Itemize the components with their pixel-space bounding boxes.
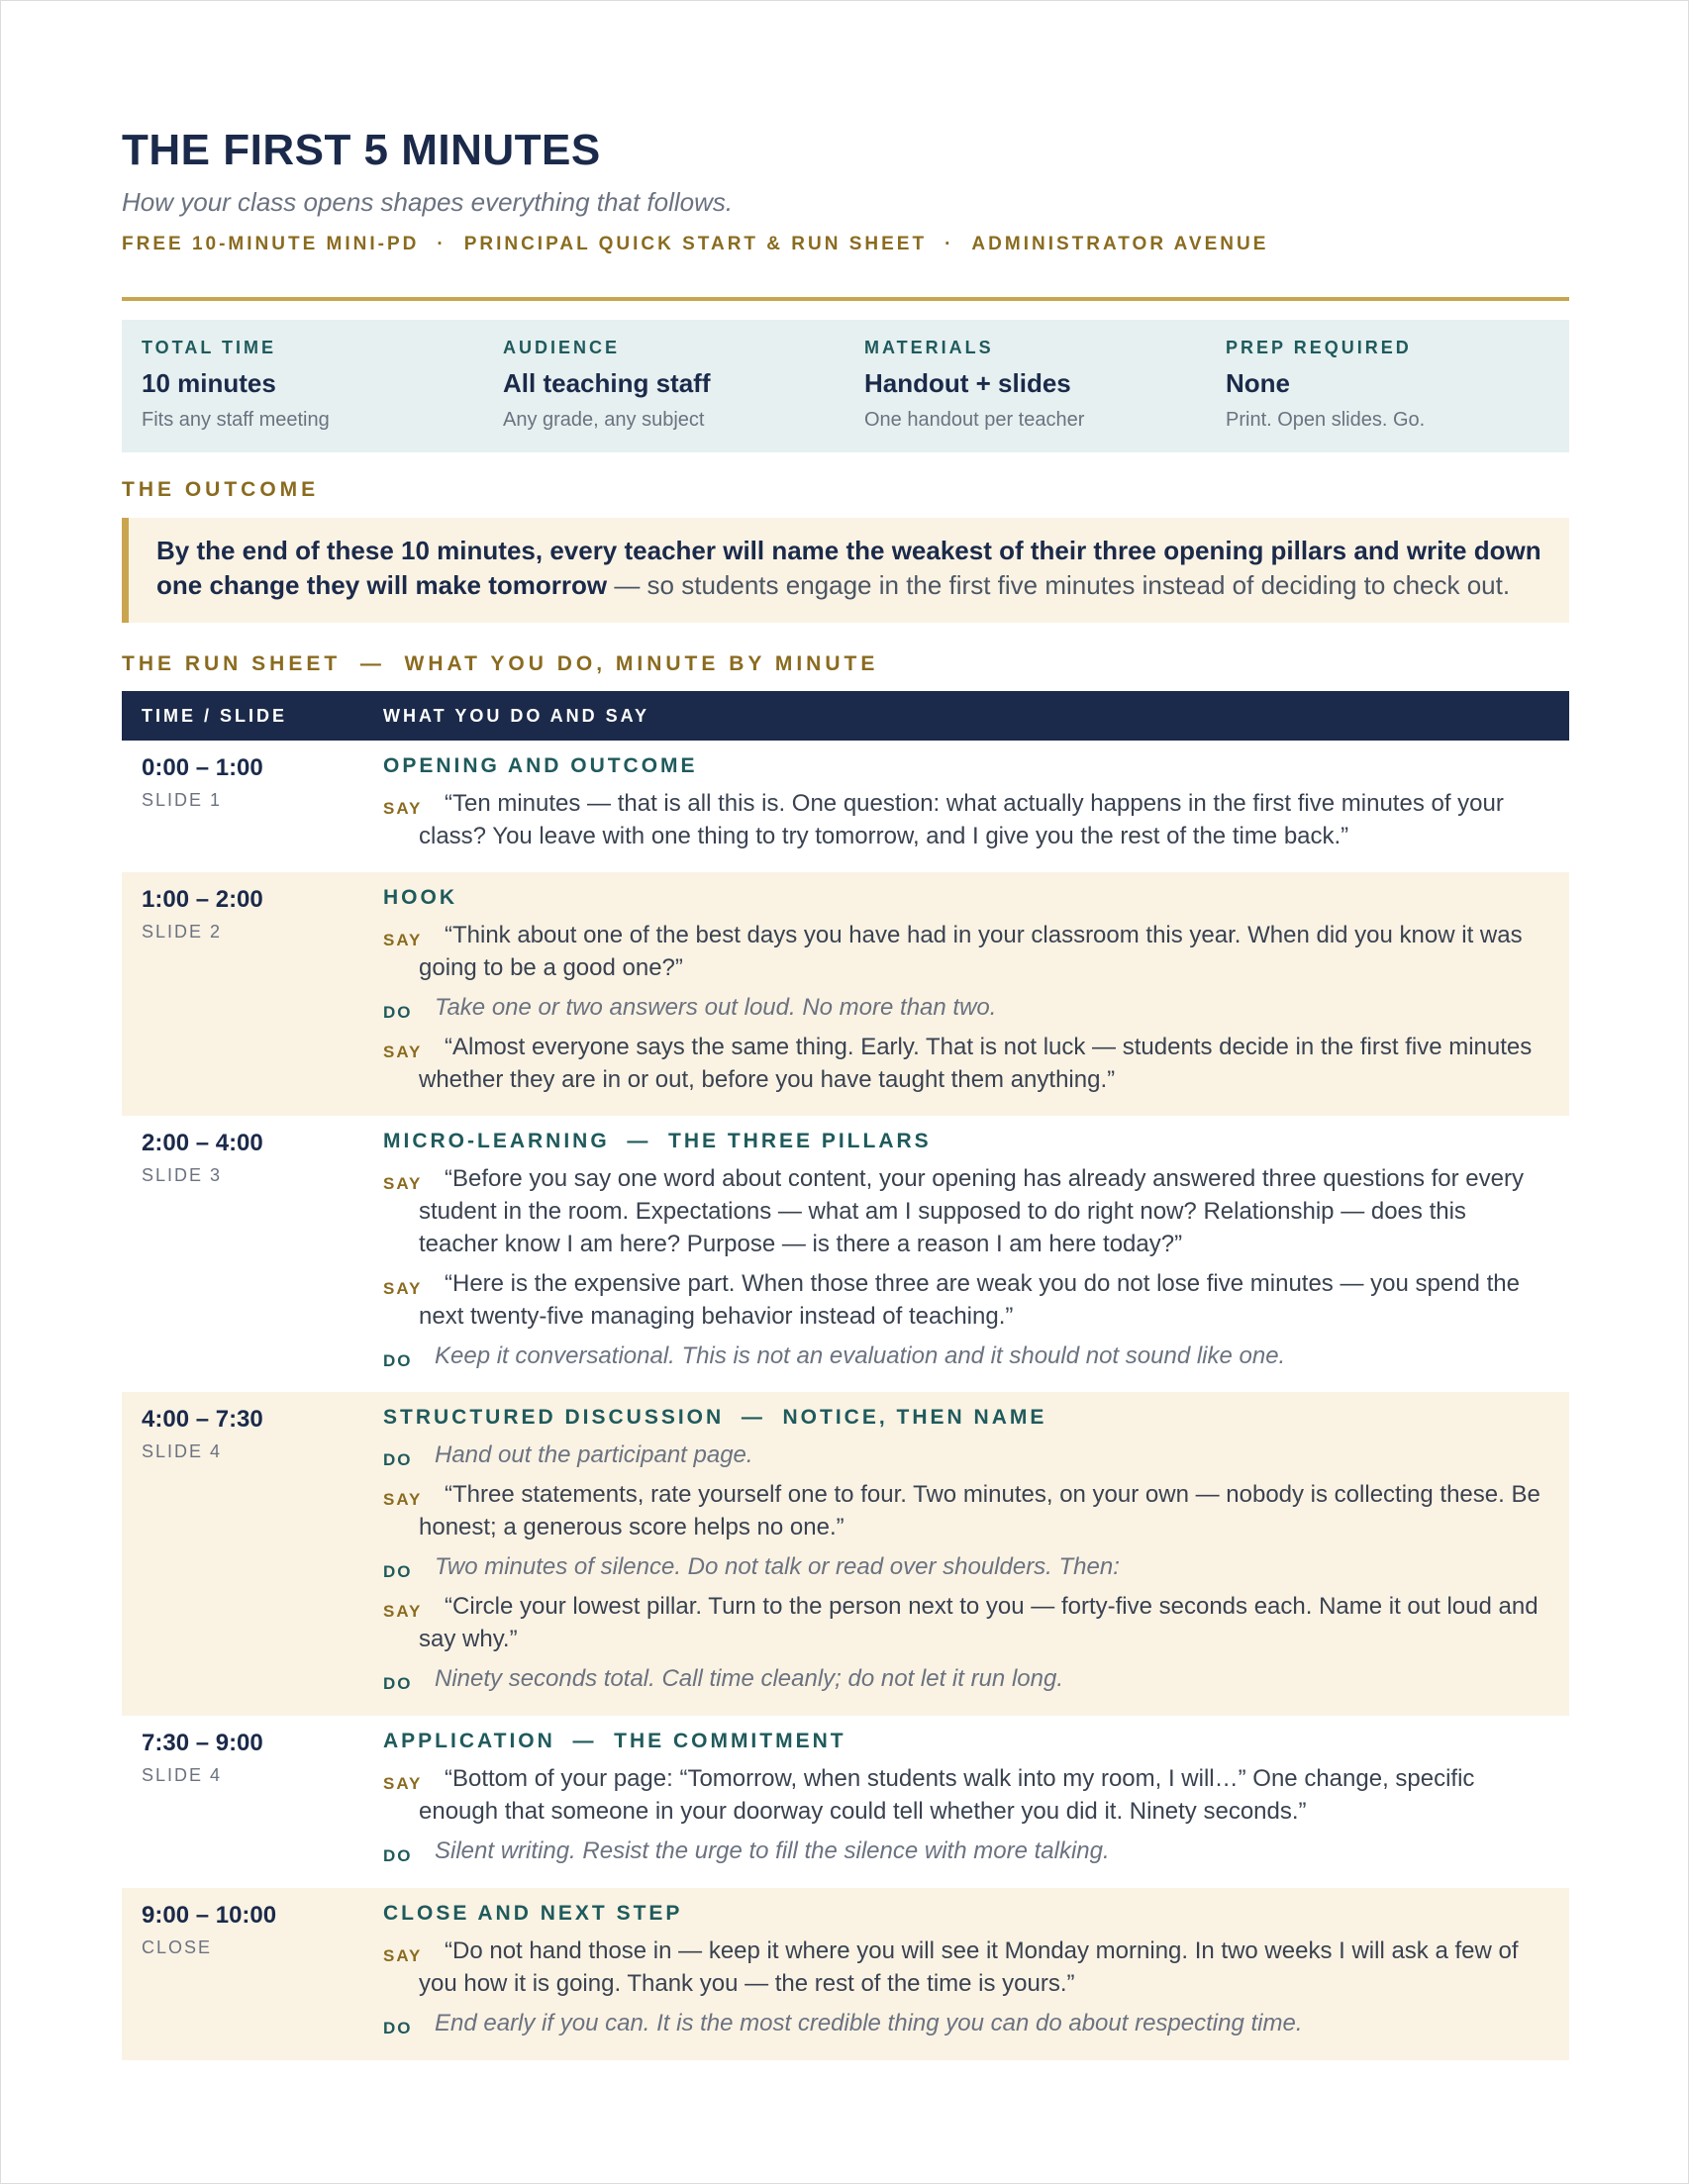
eyebrow-item-doc-type: PRINCIPAL QUICK START & RUN SHEET bbox=[463, 234, 928, 254]
row-title: MICRO-LEARNING — THE THREE PILLARS bbox=[383, 1130, 932, 1152]
stat-value: All teaching staff bbox=[503, 368, 711, 398]
stat-materials bbox=[864, 338, 1201, 432]
row-slide: SLIDE 2 bbox=[142, 922, 223, 942]
do-line bbox=[383, 1439, 1551, 1471]
stat-note: Any grade, any subject bbox=[503, 409, 705, 431]
stat-label: TOTAL TIME bbox=[142, 338, 276, 357]
row-body bbox=[383, 886, 1551, 1096]
stat-value: 10 minutes bbox=[142, 368, 276, 398]
outcome-callout bbox=[122, 518, 1569, 623]
stat-label: MATERIALS bbox=[864, 338, 994, 357]
line-text: Keep it conversational. This is not an evaluation and it should not sound like one. bbox=[435, 1342, 1286, 1369]
line-text: “Bottom of your page: “Tomorrow, when students walk into my room, I will…” One change, specific enough that someone in your doorway could tell whether you did it. Ninety seconds.” bbox=[419, 1765, 1475, 1825]
stat-value: None bbox=[1226, 368, 1290, 398]
say-tag: SAY bbox=[383, 1946, 423, 1965]
row-title: CLOSE AND NEXT STEP bbox=[383, 1902, 683, 1925]
eyebrow-line bbox=[122, 234, 1268, 255]
do-line bbox=[383, 1662, 1551, 1695]
stat-label: AUDIENCE bbox=[503, 338, 621, 357]
say-line bbox=[383, 1935, 1551, 2000]
row-title: OPENING AND OUTCOME bbox=[383, 754, 698, 777]
do-tag: DO bbox=[383, 1846, 413, 1865]
row-title: STRUCTURED DISCUSSION — NOTICE, THEN NAME bbox=[383, 1406, 1047, 1429]
row-title: APPLICATION — THE COMMITMENT bbox=[383, 1730, 846, 1752]
line-text: “Ten minutes — that is all this is. One question: what actually happens in the first five minutes of your class? You leave with one thing to try tomorrow, and I give you the rest of the time back.” bbox=[419, 790, 1504, 849]
line-text: Hand out the participant page. bbox=[435, 1441, 753, 1468]
outcome-rest-text: — so students engage in the first five minutes instead of deciding to check out. bbox=[607, 570, 1511, 600]
do-tag: DO bbox=[383, 1562, 413, 1581]
outcome-heading: THE OUTCOME bbox=[122, 478, 320, 501]
do-line bbox=[383, 2007, 1551, 2039]
row-time: 1:00 – 2:00 bbox=[142, 886, 263, 913]
do-tag: DO bbox=[383, 1674, 413, 1693]
do-tag: DO bbox=[383, 1003, 413, 1022]
say-tag: SAY bbox=[383, 1279, 423, 1298]
say-tag: SAY bbox=[383, 1602, 423, 1621]
row-slide: SLIDE 4 bbox=[142, 1765, 223, 1785]
row-time: 0:00 – 1:00 bbox=[142, 754, 263, 781]
say-line bbox=[383, 1267, 1551, 1333]
say-line bbox=[383, 1762, 1551, 1828]
eyebrow-item-brand: ADMINISTRATOR AVENUE bbox=[971, 234, 1269, 254]
row-time: 7:30 – 9:00 bbox=[142, 1730, 263, 1756]
say-tag: SAY bbox=[383, 931, 423, 949]
page-subtitle: How your class opens shapes everything that follows. bbox=[122, 187, 734, 217]
run-sheet-row bbox=[122, 741, 1569, 872]
line-text: “Three statements, rate yourself one to four. Two minutes, on your own — nobody is collecting these. Be honest; a generous score helps no one.” bbox=[419, 1481, 1540, 1540]
row-time: 2:00 – 4:00 bbox=[142, 1130, 263, 1156]
say-line bbox=[383, 1031, 1551, 1096]
row-body bbox=[383, 754, 1551, 852]
eyebrow-item-program: FREE 10-MINUTE MINI-PD bbox=[122, 234, 420, 254]
stat-label: PREP REQUIRED bbox=[1226, 338, 1412, 357]
stat-prep-required bbox=[1226, 338, 1562, 432]
say-line bbox=[383, 1162, 1551, 1260]
run-sheet-row bbox=[122, 1392, 1569, 1716]
run-sheet-heading: THE RUN SHEET — WHAT YOU DO, MINUTE BY MINUTE bbox=[122, 652, 879, 675]
row-slide: SLIDE 4 bbox=[142, 1441, 223, 1461]
run-sheet-row bbox=[122, 1716, 1569, 1888]
row-body bbox=[383, 1730, 1551, 1867]
say-tag: SAY bbox=[383, 1490, 423, 1509]
row-body bbox=[383, 1902, 1551, 2039]
say-tag: SAY bbox=[383, 1774, 423, 1793]
line-text: End early if you can. It is the most credible thing you can do about respecting time. bbox=[435, 2010, 1303, 2036]
line-text: Two minutes of silence. Do not talk or read over shoulders. Then: bbox=[435, 1553, 1120, 1580]
outcome-bold-text: By the end of these 10 minutes, every teacher will name the weakest of their three opening pillars and write down one change they will make tomorrow bbox=[156, 536, 1541, 600]
line-text: “Before you say one word about content, your opening has already answered three questions for every student in the room. Expectations — what am I supposed to do right now? Relationship — does this teacher know I am here? Purpose — is there a reason I am here today?” bbox=[419, 1165, 1524, 1257]
say-tag: SAY bbox=[383, 1042, 423, 1061]
do-line bbox=[383, 1550, 1551, 1583]
row-time: 9:00 – 10:00 bbox=[142, 1902, 277, 1929]
run-sheet-row bbox=[122, 1116, 1569, 1392]
stats-panel bbox=[122, 320, 1569, 452]
row-body bbox=[383, 1130, 1551, 1372]
run-sheet-row bbox=[122, 1888, 1569, 2060]
stat-value: Handout + slides bbox=[864, 368, 1071, 398]
stat-note: Fits any staff meeting bbox=[142, 409, 330, 431]
line-text: Ninety seconds total. Call time cleanly; do not let it run long. bbox=[435, 1665, 1063, 1692]
stat-note: One handout per teacher bbox=[864, 409, 1085, 431]
say-line bbox=[383, 919, 1551, 984]
eyebrow-separator: · bbox=[944, 234, 954, 254]
line-text: “Circle your lowest pillar. Turn to the person next to you — forty-five seconds each. Name it out loud and say why.” bbox=[419, 1593, 1539, 1652]
stat-audience bbox=[503, 338, 840, 432]
stat-note: Print. Open slides. Go. bbox=[1226, 409, 1426, 431]
line-text: “Do not hand those in — keep it where you will see it Monday morning. In two weeks I will ask a few of you how it is going. Thank you — the rest of the time is yours.” bbox=[419, 1937, 1519, 1997]
line-text: “Here is the expensive part. When those three are weak you do not lose five minutes — you spend the next twenty-five managing behavior instead of teaching.” bbox=[419, 1270, 1520, 1330]
say-tag: SAY bbox=[383, 799, 423, 818]
row-slide: CLOSE bbox=[142, 1937, 213, 1957]
do-line bbox=[383, 991, 1551, 1024]
stat-total-time bbox=[142, 338, 478, 432]
say-line bbox=[383, 1590, 1551, 1655]
do-tag: DO bbox=[383, 2019, 413, 2037]
row-title: HOOK bbox=[383, 886, 457, 909]
do-tag: DO bbox=[383, 1450, 413, 1469]
row-time: 4:00 – 7:30 bbox=[142, 1406, 263, 1433]
say-tag: SAY bbox=[383, 1174, 423, 1193]
line-text: “Almost everyone says the same thing. Early. That is not luck — students decide in the first five minutes whether they are in or out, before you have taught them anything.” bbox=[419, 1034, 1533, 1093]
line-text: “Think about one of the best days you have had in your classroom this year. When did you know it was going to be a good one?” bbox=[419, 922, 1523, 981]
do-line bbox=[383, 1340, 1551, 1372]
run-sheet-table-header bbox=[122, 691, 1569, 741]
do-line bbox=[383, 1835, 1551, 1867]
eyebrow-separator: · bbox=[437, 234, 447, 254]
say-line bbox=[383, 1478, 1551, 1543]
run-sheet-row bbox=[122, 872, 1569, 1116]
line-text: Silent writing. Resist the urge to fill the silence with more talking. bbox=[435, 1837, 1110, 1864]
column-header-time: TIME / SLIDE bbox=[142, 706, 288, 726]
row-slide: SLIDE 1 bbox=[142, 790, 223, 810]
say-line bbox=[383, 787, 1551, 852]
line-text: Take one or two answers out loud. No more than two. bbox=[435, 994, 997, 1021]
row-slide: SLIDE 3 bbox=[142, 1165, 223, 1185]
header-divider bbox=[122, 297, 1569, 301]
page-title: THE FIRST 5 MINUTES bbox=[122, 126, 601, 174]
do-tag: DO bbox=[383, 1351, 413, 1370]
column-header-body: WHAT YOU DO AND SAY bbox=[383, 706, 650, 726]
row-body bbox=[383, 1406, 1551, 1695]
